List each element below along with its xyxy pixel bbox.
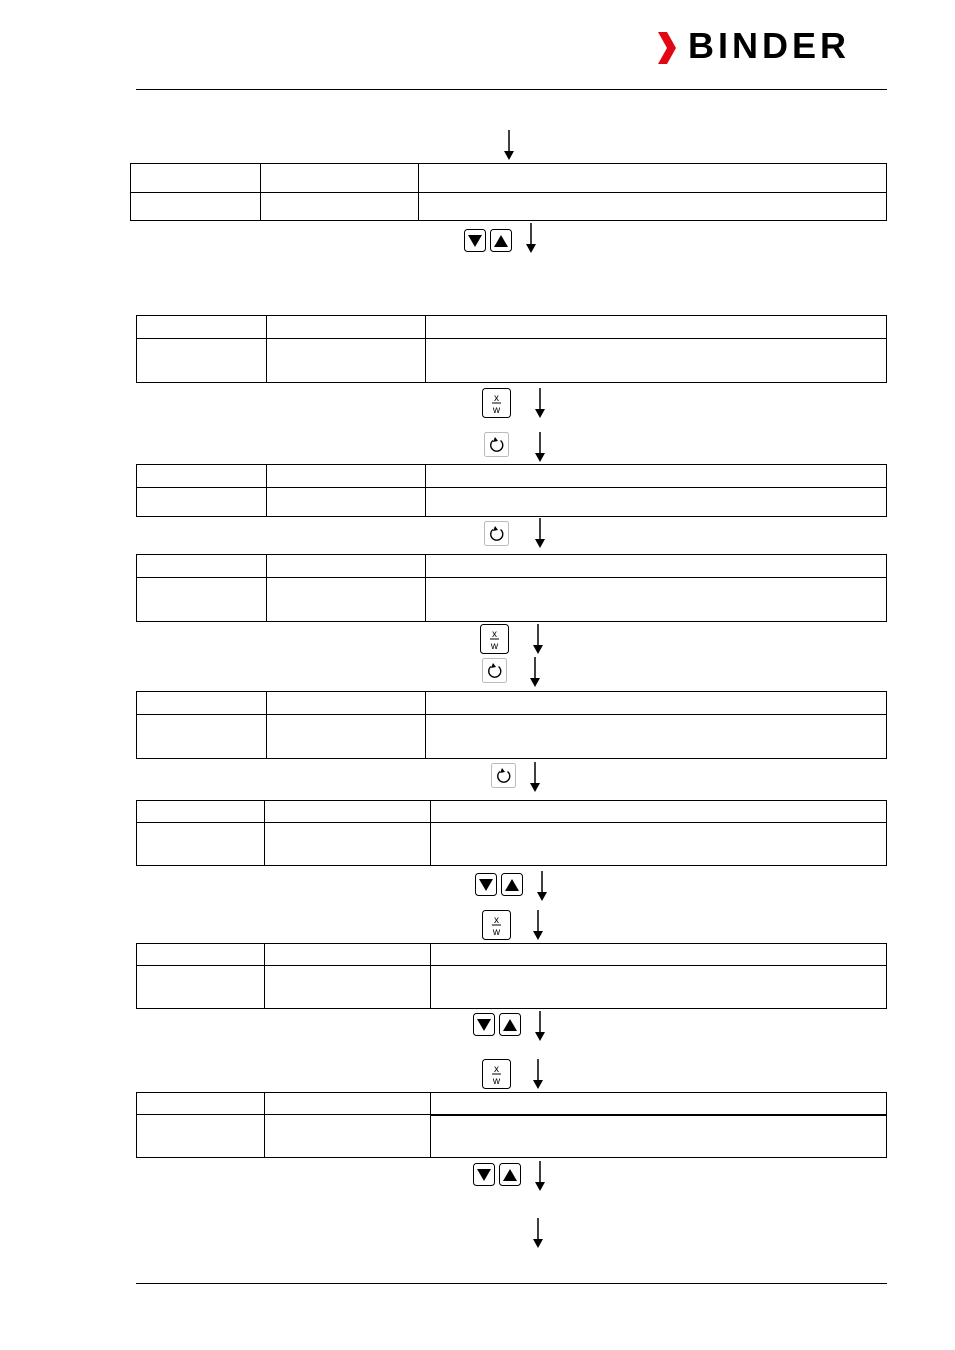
table-cell — [137, 692, 267, 715]
arrow-down-icon — [534, 1011, 546, 1041]
svg-text:x: x — [494, 915, 499, 926]
table-cell — [137, 801, 265, 823]
arrow-down-icon — [503, 130, 515, 160]
down-key-icon — [474, 1164, 495, 1186]
table-cell — [137, 316, 267, 339]
arrow-down-icon — [532, 910, 544, 940]
table-cell — [137, 823, 265, 866]
header-rule — [136, 89, 887, 90]
arrow-down-icon — [529, 657, 541, 687]
table-cell — [431, 1093, 887, 1115]
logo-chevron-icon — [656, 30, 678, 66]
svg-text:w: w — [492, 405, 501, 416]
display-table — [130, 163, 887, 221]
table-cell — [426, 555, 887, 578]
table-cell — [426, 316, 887, 339]
table-cell — [137, 966, 265, 1009]
footer-rule — [136, 1283, 887, 1284]
table-cell — [419, 193, 887, 221]
display-table — [136, 554, 887, 622]
arrow-down-icon — [534, 388, 546, 418]
table-cell — [137, 339, 267, 383]
table-cell — [265, 966, 431, 1009]
arrow-down-icon — [532, 1218, 544, 1248]
table-cell — [426, 715, 887, 759]
table-cell — [137, 465, 267, 488]
display-table — [136, 800, 887, 866]
xw-key-icon — [482, 910, 512, 940]
cycle-key-icon — [482, 658, 508, 684]
table-cell — [426, 465, 887, 488]
table-cell — [265, 1093, 431, 1115]
xw-key-icon — [482, 1059, 512, 1089]
svg-text:x: x — [494, 1064, 499, 1075]
up-key-icon — [500, 1164, 521, 1186]
table-cell — [267, 339, 426, 383]
table-cell — [431, 801, 887, 823]
table-cell — [267, 488, 426, 517]
table-cell — [431, 1115, 887, 1158]
table-cell — [426, 488, 887, 517]
table-cell — [431, 823, 887, 866]
display-table — [136, 691, 887, 759]
table-cell — [431, 944, 887, 966]
table-cell — [267, 316, 426, 339]
arrow-down-icon — [532, 624, 544, 654]
table-cell — [137, 715, 267, 759]
up-key-icon — [502, 874, 523, 896]
display-table — [136, 315, 887, 383]
table-cell — [137, 578, 267, 622]
table-cell — [267, 578, 426, 622]
arrow-down-icon — [534, 1161, 546, 1191]
down-key-icon — [474, 1014, 495, 1036]
down-up-keys — [473, 1013, 521, 1037]
table-cell — [261, 193, 419, 221]
down-key-icon — [465, 230, 486, 252]
display-table — [136, 464, 887, 517]
table-cell — [131, 193, 261, 221]
table-cell — [137, 1115, 265, 1158]
svg-text:x: x — [494, 393, 499, 404]
cycle-key-icon — [484, 521, 510, 547]
arrow-down-icon — [532, 1059, 544, 1089]
table-cell — [267, 465, 426, 488]
up-key-icon — [500, 1014, 521, 1036]
table-cell — [137, 488, 267, 517]
svg-text:w: w — [490, 641, 499, 652]
up-key-icon — [491, 230, 512, 252]
arrow-down-icon — [534, 432, 546, 462]
table-cell — [267, 555, 426, 578]
arrow-down-icon — [525, 223, 537, 253]
table-cell — [131, 164, 261, 193]
table-cell — [265, 801, 431, 823]
cycle-key-icon — [484, 432, 510, 458]
table-cell — [431, 966, 887, 1009]
brand-name: BINDER — [688, 25, 851, 66]
xw-key-icon — [482, 388, 512, 418]
arrow-down-icon — [536, 871, 548, 901]
down-up-keys — [475, 873, 523, 897]
svg-text:w: w — [492, 1076, 501, 1087]
table-cell — [426, 692, 887, 715]
svg-text:w: w — [492, 927, 501, 938]
down-up-keys — [464, 229, 512, 253]
svg-text:x: x — [492, 629, 497, 640]
down-up-keys — [473, 1163, 521, 1187]
table-cell — [267, 692, 426, 715]
table-cell — [137, 1093, 265, 1115]
table-cell — [265, 944, 431, 966]
display-table — [136, 1092, 887, 1158]
table-cell — [419, 164, 887, 193]
table-cell — [426, 339, 887, 383]
table-cell — [265, 823, 431, 866]
table-cell — [137, 944, 265, 966]
arrow-down-icon — [529, 762, 541, 792]
down-key-icon — [476, 874, 497, 896]
table-cell — [261, 164, 419, 193]
table-cell — [267, 715, 426, 759]
arrow-down-icon — [534, 518, 546, 548]
table-cell — [137, 555, 267, 578]
xw-key-icon — [480, 624, 510, 654]
cycle-key-icon — [491, 763, 517, 789]
table-cell — [265, 1115, 431, 1158]
binder-logo — [656, 25, 888, 66]
table-cell — [426, 578, 887, 622]
display-table — [136, 943, 887, 1009]
